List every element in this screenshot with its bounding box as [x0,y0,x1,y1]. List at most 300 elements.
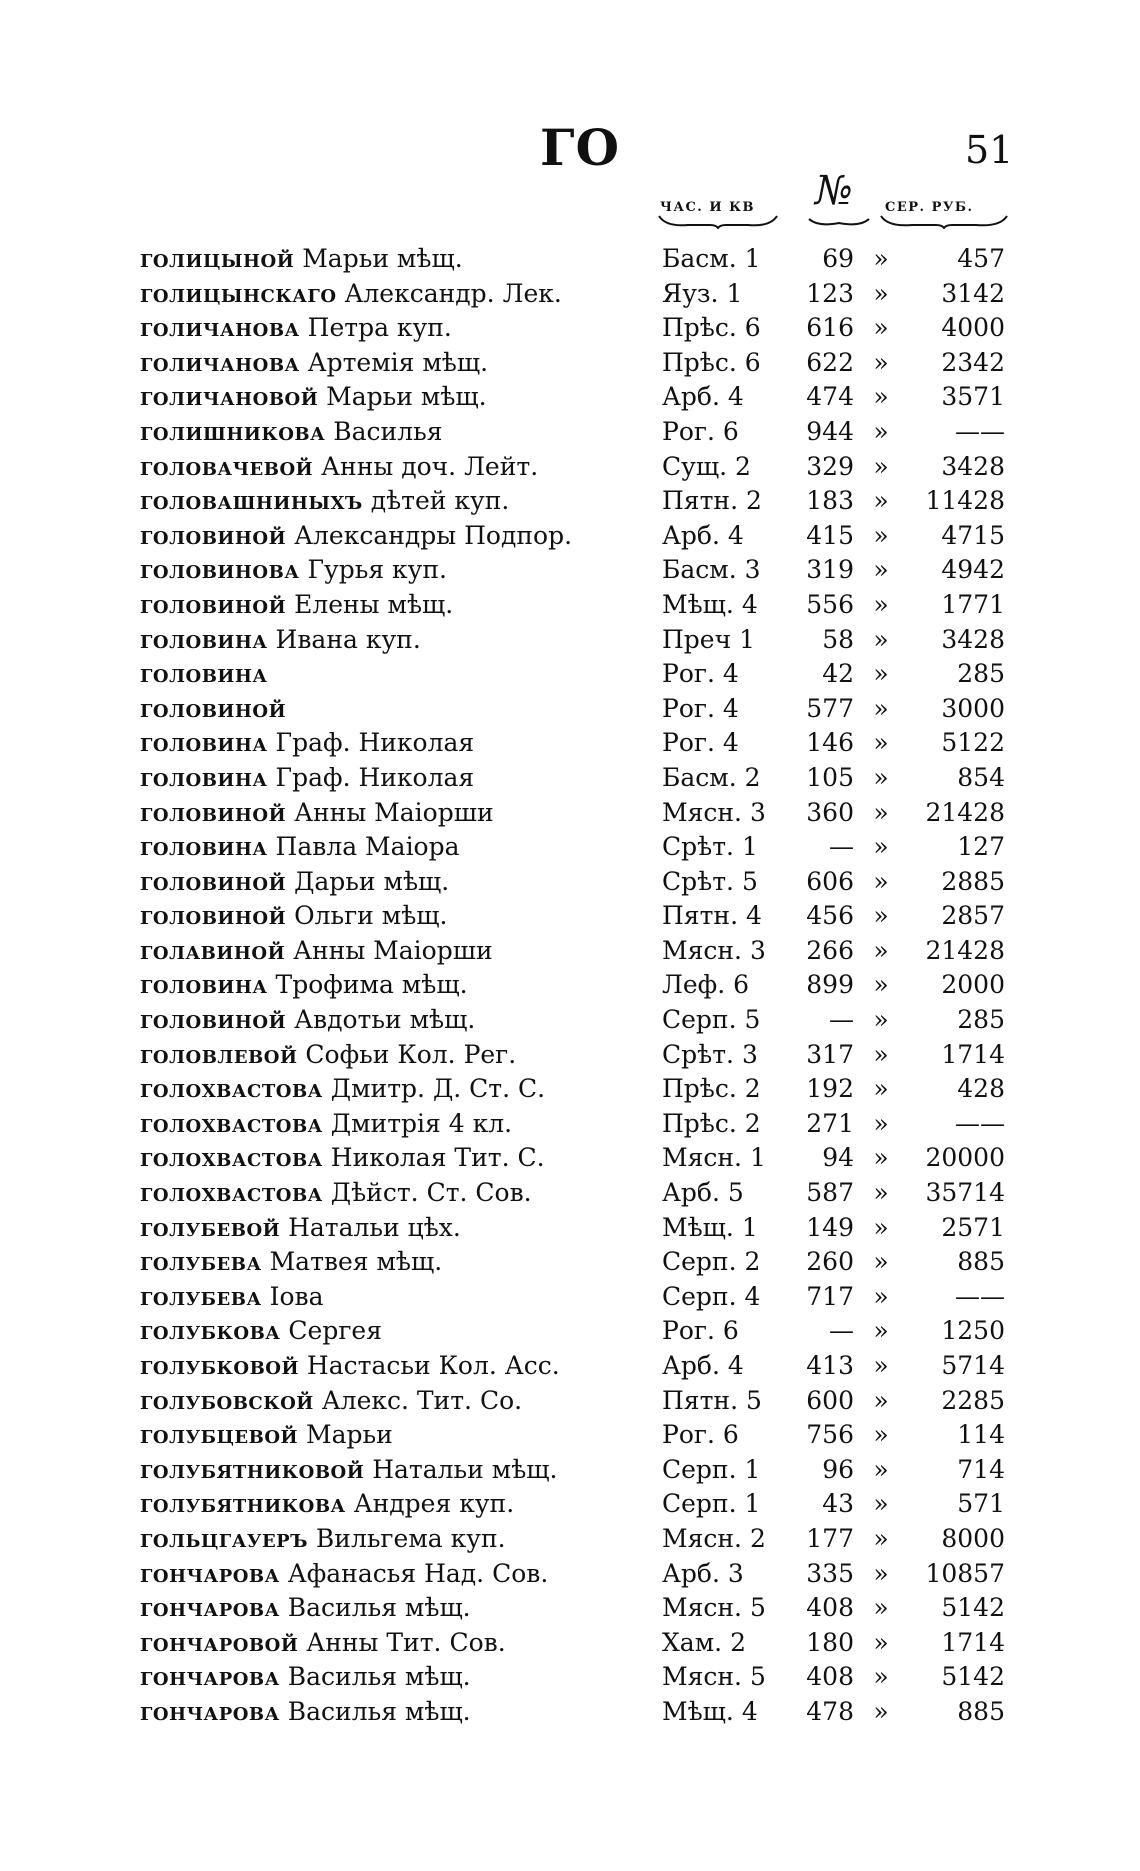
entry-ditto-mark: » [873,1316,889,1346]
entry-district: Рог. [662,659,715,689]
entry-value-rubles: 3571 [941,382,1005,412]
entry-surname: гончарова [140,1696,280,1726]
entry-surname: гончарова [140,1662,280,1692]
entry-given-name-rank: дѣтей куп. [370,486,510,516]
entry-surname: головиной [140,797,287,827]
entry-surname: головиной [140,520,287,550]
entry-ditto-mark: » [873,693,889,723]
entry-quarter [662,588,764,623]
entry-house-number: 474 [806,382,854,412]
entry-surname: гольцгауеръ [140,1523,308,1553]
entry-house-number: 260 [806,1247,854,1277]
list-item [0,1349,1140,1384]
entry-district: Срѣт. [662,866,734,896]
entry-value-rubles: 854 [957,762,1005,792]
entry-value-rubles: 35714 [925,1178,1005,1208]
entry-name [140,1487,660,1522]
entry-name [140,484,660,519]
entry-given-name-rank: Дарьи мѣщ. [294,866,450,896]
entry-house-number: 94 [822,1143,854,1173]
entry-quarter [662,1072,764,1107]
entry-surname: голицыной [140,244,295,273]
list-item [0,865,1140,900]
entry-quarter [662,1487,764,1522]
entry-district: Хам. [662,1627,723,1657]
entry-ditto-mark: » [873,866,889,896]
entry-given-name-rank: Артемія мѣщ. [307,347,489,377]
entry-house-number: 899 [806,970,854,1000]
list-item [0,311,1140,346]
entry-district: Срѣт. [662,1039,734,1069]
entry-quarter-number: 2 [744,1247,761,1277]
entry-value-rubles: 1771 [941,589,1005,619]
entry-name [140,242,660,277]
entry-quarter [662,1211,764,1246]
entry-quarter-number: 5 [745,1385,762,1415]
entry-quarter [662,726,764,761]
entry-value-rubles: 5122 [941,728,1005,758]
list-item [0,277,1140,312]
entry-quarter [662,1384,764,1419]
entry-given-name-rank: Анны Маіорши [293,935,493,965]
entry-district: Преч [662,624,732,654]
entry-quarter-number: 1 [744,1454,761,1484]
entry-value-rubles: 2885 [941,866,1005,896]
entry-quarter-number: 1 [739,624,755,654]
list-item [0,1211,1140,1246]
entry-value-rubles: 21428 [925,935,1005,965]
entry-name [140,588,660,623]
entry-given-name-rank: Афанасья Над. Сов. [287,1558,549,1588]
entry-quarter-number: 4 [745,901,762,931]
entry-value-rubles: 2857 [941,901,1005,931]
entry-surname: головина [140,659,268,689]
list-item [0,484,1140,519]
entry-quarter-number: 4 [741,1696,758,1726]
entry-quarter [662,1176,764,1211]
entry-district: Мѣщ. [662,589,734,619]
entry-name [140,726,660,761]
entry-name [140,1314,660,1349]
entry-house-number: — [829,1316,854,1346]
entry-surname: головачевой [140,451,314,481]
entry-quarter [662,1591,764,1626]
entry-quarter-number: 6 [733,970,750,1000]
entry-district: Мясн. [662,935,742,965]
entry-ditto-mark: » [873,555,889,585]
entry-quarter-number: 2 [749,1523,766,1553]
entry-surname: голубятниковой [140,1454,365,1484]
entry-surname: головинова [140,555,300,585]
entry-name [140,1453,660,1488]
entry-surname: головиной [140,901,287,931]
entry-value-rubles: 1250 [941,1316,1005,1346]
entry-quarter-number: 5 [744,1005,761,1035]
list-item [0,968,1140,1003]
list-item [0,657,1140,692]
entry-given-name-rank: Матвея мѣщ. [269,1247,443,1277]
entry-given-name-rank: Вильгема куп. [315,1523,506,1553]
entry-quarter-number: 6 [744,313,761,343]
page-title: ГО [540,118,621,177]
page-number: 51 [965,128,1014,172]
entry-name [140,519,660,554]
entry-district: Леф. [662,970,726,1000]
entry-district: Арб. [662,520,720,550]
entry-surname: голубева [140,1281,262,1311]
entry-given-name-rank: Александр. Лек. [344,278,562,308]
entry-quarter [662,1245,764,1280]
entry-house-number: 149 [806,1212,854,1242]
entry-house-number: 123 [806,278,854,308]
entry-name [140,450,660,485]
entry-ditto-mark: » [873,762,889,792]
entry-district: Арб. [662,1351,720,1380]
entry-name [140,1072,660,1107]
entry-house-number: — [829,1005,854,1035]
entry-value-rubles: 714 [957,1454,1005,1484]
entry-house-number: 556 [806,589,854,619]
entry-quarter-number: 1 [744,244,761,273]
entry-given-name-rank: Дѣйст. Ст. Сов. [330,1178,532,1208]
entry-value-rubles: 285 [957,1005,1005,1035]
entry-house-number: 319 [806,555,854,585]
entry-ditto-mark: » [873,244,889,273]
entry-value-rubles: 3142 [941,278,1005,308]
entry-quarter [662,1522,764,1557]
entry-quarter-number: 4 [741,589,758,619]
column-brace-quarter [658,215,778,229]
list-item [0,1660,1140,1695]
entry-value-rubles: —— [955,416,1005,446]
entry-value-rubles: 457 [957,244,1005,273]
entry-given-name-rank: Граф. Николая [275,762,475,792]
entry-quarter [662,1453,764,1488]
entry-ditto-mark: » [873,935,889,965]
entry-quarter-number: 6 [722,1420,739,1450]
entry-given-name-rank: Дмитр. Д. Ст. С. [330,1074,546,1104]
entry-house-number: 177 [806,1523,854,1553]
entry-value-rubles: 3428 [941,451,1005,481]
entry-given-name-rank: Андрея куп. [353,1489,515,1519]
entry-quarter-number: 4 [727,1351,744,1380]
entry-quarter [662,277,764,312]
entry-value-rubles: 114 [957,1420,1005,1450]
entry-surname: голичановой [140,382,319,412]
list-item [0,380,1140,415]
entry-surname: головиной [140,866,287,896]
entry-district: Мясн. [662,1662,742,1692]
entry-house-number: 408 [806,1593,854,1623]
entry-value-rubles: 428 [957,1074,1005,1104]
entry-district: Серп. [662,1454,737,1484]
entry-quarter [662,1003,764,1038]
entry-name [140,415,660,450]
entry-ditto-mark: » [873,278,889,308]
directory-list [0,242,1140,1730]
list-item [0,519,1140,554]
entry-name [140,1003,660,1038]
entry-value-rubles: 11428 [925,486,1005,516]
entry-quarter-number: 1 [741,1212,758,1242]
entry-ditto-mark: » [873,1662,889,1692]
list-item [0,1314,1140,1349]
entry-given-name-rank: Марьи мѣщ. [302,244,463,273]
entry-house-number: 43 [822,1489,854,1519]
entry-quarter [662,380,764,415]
entry-house-number: 180 [806,1627,854,1657]
entry-quarter [662,796,764,831]
entry-district: Пятн. [662,1385,739,1415]
entry-given-name-rank: Александры Подпор. [294,520,573,550]
entry-quarter [662,1418,764,1453]
entry-quarter-number: 3 [749,935,766,965]
entry-house-number: 413 [806,1351,854,1380]
entry-house-number: 622 [806,347,854,377]
list-item [0,1522,1140,1557]
list-item [0,1591,1140,1626]
entry-ditto-mark: » [873,728,889,758]
entry-ditto-mark: » [873,347,889,377]
entry-district: Серп. [662,1489,737,1519]
entry-given-name-rank: Анны Тит. Сов. [306,1627,506,1657]
entry-ditto-mark: » [873,1420,889,1450]
list-item [0,1245,1140,1280]
entry-district: Арб. [662,382,720,412]
entry-value-rubles: 4715 [941,520,1005,550]
entry-given-name-rank: Іова [269,1281,324,1311]
entry-district: Рог. [662,728,715,758]
entry-ditto-mark: » [873,1005,889,1035]
entry-house-number: 317 [806,1039,854,1069]
entry-surname: голишникова [140,416,326,446]
entry-name [140,311,660,346]
entry-name [140,277,660,312]
entry-given-name-rank: Граф. Николая [275,728,475,758]
entry-name [140,934,660,969]
entry-given-name-rank: Василья мѣщ. [287,1593,471,1623]
list-item [0,1626,1140,1661]
entry-house-number: 105 [806,762,854,792]
entry-quarter [662,692,764,727]
entry-name [140,1418,660,1453]
entry-surname: головиной [140,1005,287,1035]
entry-value-rubles: 2571 [941,1212,1005,1242]
entry-value-rubles: 3428 [941,624,1005,654]
entry-given-name-rank: Софьи Кол. Рег. [305,1039,517,1069]
entry-name [140,1591,660,1626]
entry-surname: голохвастова [140,1074,323,1104]
entry-ditto-mark: » [873,1523,889,1553]
entry-value-rubles: 2342 [941,347,1005,377]
entry-ditto-mark: » [873,1627,889,1657]
entry-house-number: 335 [806,1558,854,1588]
entry-given-name-rank: Анны доч. Лейт. [321,451,539,481]
entry-value-rubles: 5714 [941,1351,1005,1380]
entry-value-rubles: 21428 [925,797,1005,827]
entry-quarter [662,415,764,450]
entry-surname: голубятникова [140,1489,346,1519]
entry-ditto-mark: » [873,1454,889,1484]
entry-quarter-number: 4 [727,520,744,550]
entry-surname: головлевой [140,1039,298,1069]
entry-given-name-rank: Елены мѣщ. [294,589,454,619]
entry-name [140,623,660,658]
entry-house-number: 271 [806,1108,854,1138]
entry-quarter-number: 5 [741,866,758,896]
entry-value-rubles: 4942 [941,555,1005,585]
entry-quarter [662,968,764,1003]
entry-quarter-number: 4 [722,693,739,723]
entry-name [140,380,660,415]
entry-quarter-number: 4 [722,728,739,758]
entry-ditto-mark: » [873,1696,889,1726]
entry-quarter [662,1107,764,1142]
entry-house-number: — [829,832,854,862]
list-item [0,450,1140,485]
entry-ditto-mark: » [873,1558,889,1588]
entry-district: Мясн. [662,1593,742,1623]
entry-given-name-rank: Василья мѣщ. [287,1696,471,1726]
entry-ditto-mark: » [873,1212,889,1242]
entry-value-rubles: 1714 [941,1039,1005,1069]
entry-district: Мясн. [662,1143,742,1173]
list-item [0,415,1140,450]
entry-surname: головина [140,762,268,792]
list-item [0,553,1140,588]
entry-name [140,553,660,588]
list-item [0,623,1140,658]
entry-quarter [662,1626,764,1661]
entry-quarter-number: 2 [744,762,761,792]
entry-district: Рог. [662,693,715,723]
entry-district: Пятн. [662,486,739,516]
entry-name [140,865,660,900]
entry-given-name-rank: Настасьи Кол. Асс. [306,1351,560,1380]
entry-district: Сущ. [662,451,728,481]
entry-ditto-mark: » [873,589,889,619]
entry-ditto-mark: » [873,1385,889,1415]
entry-value-rubles: 2285 [941,1385,1005,1415]
entry-district: Мѣщ. [662,1212,734,1242]
entry-district: Срѣт. [662,832,734,862]
entry-value-rubles: 885 [957,1696,1005,1726]
entry-name [140,968,660,1003]
entry-value-rubles: 8000 [941,1523,1005,1553]
entry-name [140,830,660,865]
entry-value-rubles: 285 [957,659,1005,689]
list-item [0,1418,1140,1453]
list-item [0,1038,1140,1073]
entry-quarter-number: 5 [749,1593,766,1623]
list-item [0,726,1140,761]
entry-name [140,346,660,381]
entry-ditto-mark: » [873,901,889,931]
entry-quarter-number: 6 [744,347,761,377]
entry-given-name-rank: Ольги мѣщ. [294,901,448,931]
entry-ditto-mark: » [873,486,889,516]
entry-surname: головиной [140,589,287,619]
entry-name [140,1626,660,1661]
entry-house-number: 944 [806,416,854,446]
entry-quarter-number: 6 [722,1316,739,1346]
entry-district: Басм. [662,762,737,792]
list-item [0,1107,1140,1142]
entry-given-name-rank: Николая Тит. С. [330,1143,545,1173]
entry-quarter [662,1038,764,1073]
entry-house-number: 616 [806,313,854,343]
entry-value-rubles: 4000 [941,313,1005,343]
entry-house-number: 42 [822,659,854,689]
entry-quarter-number: 5 [749,1662,766,1692]
entry-district: Прѣс. [662,1074,737,1104]
entry-house-number: 329 [806,451,854,481]
entry-quarter [662,1141,764,1176]
entry-district: Яуз. [662,278,719,308]
entry-surname: гончаровой [140,1627,299,1657]
entry-district: Арб. [662,1558,720,1588]
entry-ditto-mark: » [873,382,889,412]
list-item [0,830,1140,865]
entry-name [140,657,660,692]
entry-house-number: 192 [806,1074,854,1104]
entry-quarter-number: 2 [734,451,751,481]
entry-value-rubles: 20000 [925,1143,1005,1173]
entry-quarter-number: 2 [745,486,762,516]
entry-surname: голубовской [140,1385,314,1415]
entry-ditto-mark: » [873,416,889,446]
entry-value-rubles: 127 [957,832,1005,862]
entry-district: Прѣс. [662,1108,737,1138]
column-brace-number [808,215,870,229]
entry-name [140,1107,660,1142]
entry-house-number: 96 [822,1454,854,1484]
entry-quarter [662,346,764,381]
entry-name [140,1211,660,1246]
entry-name [140,1522,660,1557]
entry-ditto-mark: » [873,1281,889,1311]
entry-name [140,1038,660,1073]
entry-value-rubles: 885 [957,1247,1005,1277]
entry-value-rubles: —— [955,1108,1005,1138]
entry-ditto-mark: » [873,1351,889,1380]
entry-quarter [662,1280,764,1315]
entry-district: Басм. [662,555,737,585]
entry-surname: головина [140,624,268,654]
entry-quarter-number: 3 [727,1558,744,1588]
entry-district: Серп. [662,1281,737,1311]
entry-value-rubles: 10857 [925,1558,1005,1588]
entry-district: Серп. [662,1247,737,1277]
entry-surname: голавиной [140,935,286,965]
entry-quarter [662,623,764,658]
entry-quarter [662,1660,764,1695]
list-item [0,1487,1140,1522]
list-item [0,1695,1140,1730]
list-item [0,934,1140,969]
entry-quarter [662,899,764,934]
entry-district: Рог. [662,1316,715,1346]
entry-ditto-mark: » [873,451,889,481]
entry-surname: голицынскаго [140,278,337,308]
list-item [0,1176,1140,1211]
entry-ditto-mark: » [873,1489,889,1519]
list-item [0,1141,1140,1176]
entry-quarter [662,553,764,588]
entry-quarter [662,865,764,900]
entry-quarter-number: 3 [744,555,761,585]
entry-quarter [662,1695,764,1730]
